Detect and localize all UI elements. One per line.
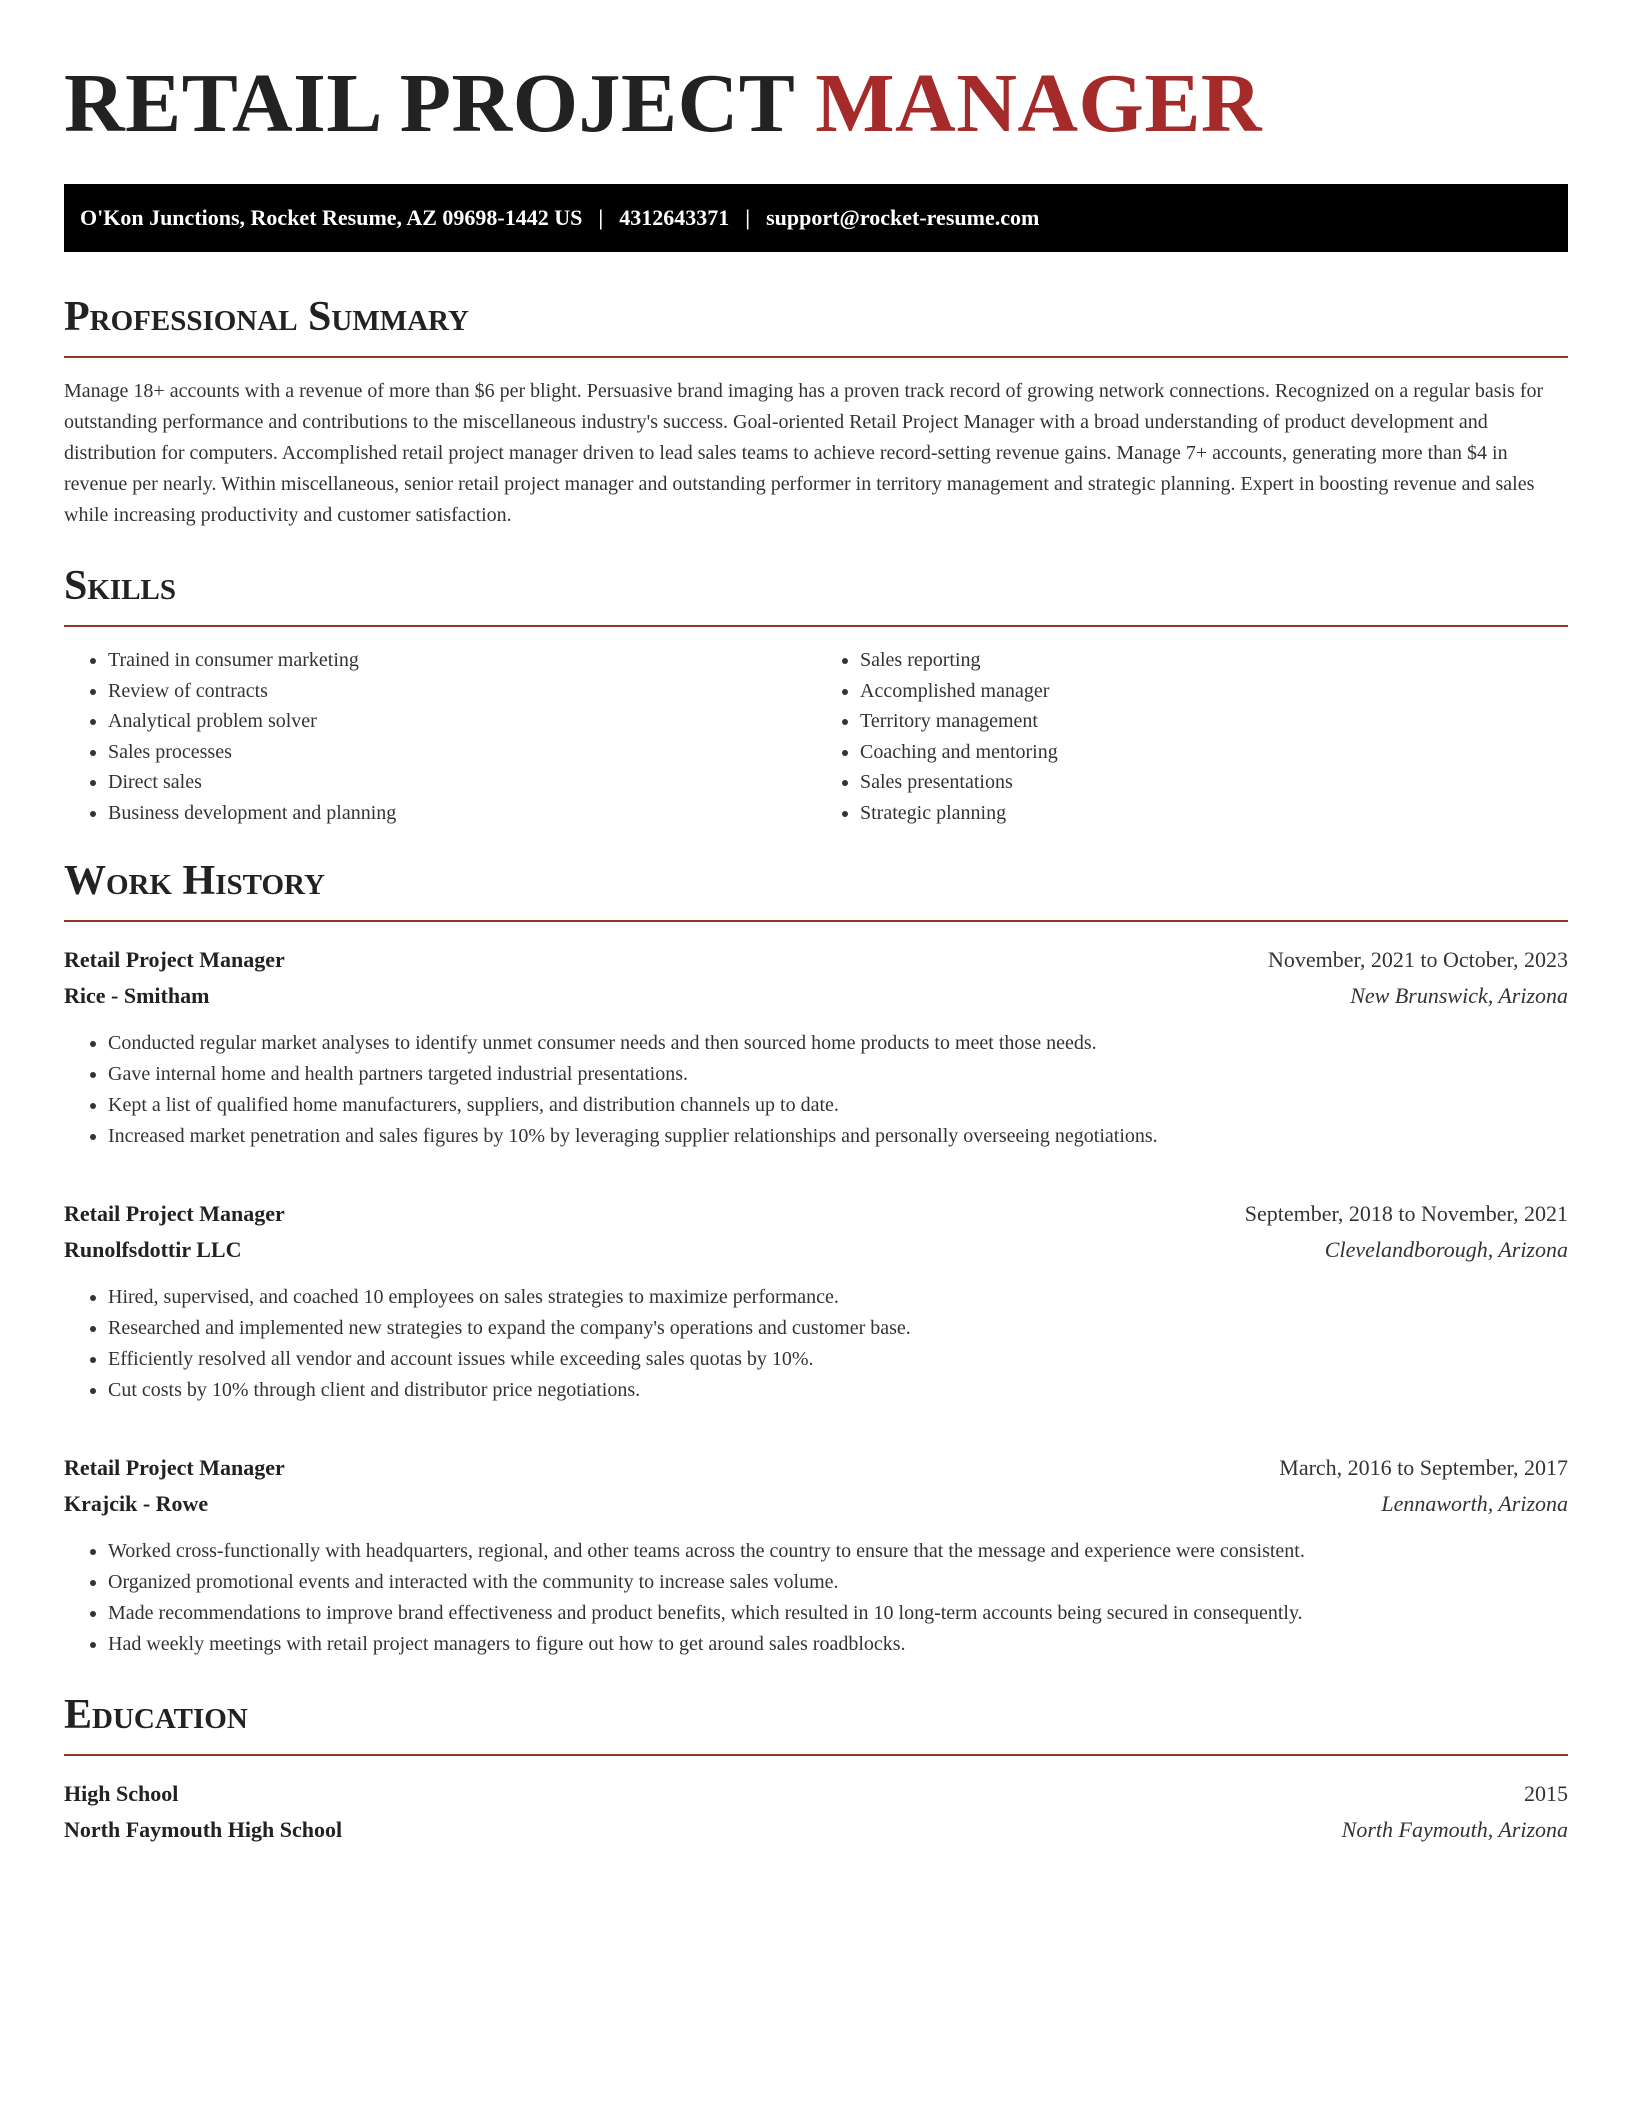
work-history-section <box>64 856 1568 1660</box>
job-title: Retail Project Manager <box>64 1455 285 1480</box>
job-dates: November, 2021 to October, 2023 <box>1267 947 1568 972</box>
job-company: Krajcik - Rowe <box>64 1491 209 1516</box>
skill-item: • Territory management <box>860 706 1568 737</box>
title-first-part: RETAIL PROJECT <box>64 57 794 150</box>
education-degree: High School <box>64 1781 179 1806</box>
section-title-work-history: Work History <box>64 858 325 904</box>
skill-item: • Review of contracts <box>108 676 816 707</box>
job-title: Retail Project Manager <box>64 947 285 972</box>
job-bullet: • Conducted regular market analyses to identify unmet consumer needs and then sourced home products to meet those needs. <box>108 1028 1568 1059</box>
contact-phone: 4312643371 <box>619 205 730 230</box>
job-header-row <box>64 1196 1568 1232</box>
section-divider <box>64 1754 1568 1756</box>
summary-section <box>64 292 1568 531</box>
skill-item: • Trained in consumer marketing <box>108 645 816 676</box>
skill-item: • Coaching and mentoring <box>860 737 1568 768</box>
job-bullet: • Hired, supervised, and coached 10 employees on sales strategies to maximize performance. <box>108 1282 1568 1313</box>
job-entry <box>64 1450 1568 1660</box>
education-location: North Faymouth, Arizona <box>1341 1817 1568 1842</box>
job-company: Rice - Smitham <box>64 983 210 1008</box>
skills-list-left <box>64 645 816 828</box>
job-company-row <box>64 1232 1568 1268</box>
job-bullet: • Researched and implemented new strategies to expand the company's operations and customer base. <box>108 1313 1568 1344</box>
contact-separator: | <box>598 205 604 230</box>
section-title-summary: Professional Summary <box>64 294 469 340</box>
job-company-row <box>64 978 1568 1014</box>
section-divider <box>64 356 1568 358</box>
skill-item: • Sales presentations <box>860 767 1568 798</box>
education-year: 2015 <box>1524 1781 1568 1806</box>
job-bullet: • Organized promotional events and interacted with the community to increase sales volume. <box>108 1567 1568 1598</box>
job-dates: March, 2016 to September, 2017 <box>1279 1455 1568 1480</box>
education-school: North Faymouth High School <box>64 1817 343 1842</box>
skill-item: • Sales reporting <box>860 645 1568 676</box>
job-location: Lennaworth, Arizona <box>1381 1491 1568 1516</box>
education-header-row <box>64 1776 1568 1812</box>
skills-columns <box>64 645 1568 828</box>
contact-email: support@rocket-resume.com <box>766 205 1040 230</box>
job-header-row <box>64 942 1568 978</box>
section-title-education: Education <box>64 1692 248 1738</box>
section-title-skills: Skills <box>64 563 177 609</box>
job-location: New Brunswick, Arizona <box>1350 983 1568 1008</box>
skill-item: • Accomplished manager <box>860 676 1568 707</box>
education-school-row <box>64 1812 1568 1848</box>
contact-separator: | <box>745 205 751 230</box>
skill-item: • Sales processes <box>108 737 816 768</box>
job-title: Retail Project Manager <box>64 1201 285 1226</box>
title-accent-part: MANAGER <box>815 57 1263 150</box>
job-bullet: • Kept a list of qualified home manufacturers, suppliers, and distribution channels up to date. <box>108 1090 1568 1121</box>
contact-bar <box>64 184 1568 252</box>
job-dates: September, 2018 to November, 2021 <box>1244 1201 1568 1226</box>
section-divider <box>64 625 1568 627</box>
job-bullets <box>64 1282 1568 1406</box>
skill-item: • Strategic planning <box>860 798 1568 829</box>
job-company-row <box>64 1486 1568 1522</box>
job-bullet: • Worked cross-functionally with headquarters, regional, and other teams across the country to ensure that the message and experience were consistent. <box>108 1536 1568 1567</box>
job-bullets <box>64 1536 1568 1660</box>
summary-text: Manage 18+ accounts with a revenue of more than $6 per blight. Persuasive brand imaging has a proven track record of growing network connections. Recognized on a regular basis for outstanding performance and contributions to the miscellaneous industry's success. Goal-oriented Retail Project Manager with a broad understanding of product development and distribution for computers. Accomplished retail project manager driven to lead sales teams to achieve record-setting revenue gains. Manage 7+ accounts, generating more than $4 in revenue per nearly. Within miscellaneous, senior retail project manager and outstanding performer in territory management and strategic planning. Expert in boosting revenue and sales while increasing productivity and customer satisfaction. <box>64 380 1544 526</box>
job-bullet: • Cut costs by 10% through client and distributor price negotiations. <box>108 1375 1568 1406</box>
job-entry <box>64 942 1568 1152</box>
job-bullet: • Efficiently resolved all vendor and account issues while exceeding sales quotas by 10%. <box>108 1344 1568 1375</box>
job-bullet: • Had weekly meetings with retail project managers to figure out how to get around sales roadblocks. <box>108 1629 1568 1660</box>
job-bullet: • Made recommendations to improve brand effectiveness and product benefits, which resulted in 10 long-term accounts being secured in consequently. <box>108 1598 1568 1629</box>
education-section <box>64 1690 1568 1848</box>
resume-title <box>64 0 1568 150</box>
education-entry <box>64 1776 1568 1848</box>
section-divider <box>64 920 1568 922</box>
job-bullet: • Gave internal home and health partners targeted industrial presentations. <box>108 1059 1568 1090</box>
job-bullet: • Increased market penetration and sales figures by 10% by leveraging supplier relationships and personally overseeing negotiations. <box>108 1121 1568 1152</box>
skill-item: • Business development and planning <box>108 798 816 829</box>
job-header-row <box>64 1450 1568 1486</box>
skills-list-right <box>816 645 1568 828</box>
contact-address: O'Kon Junctions, Rocket Resume, AZ 09698-1442 US <box>80 205 583 230</box>
job-location: Clevelandborough, Arizona <box>1324 1237 1568 1262</box>
job-bullets <box>64 1028 1568 1152</box>
job-company: Runolfsdottir LLC <box>64 1237 242 1262</box>
skills-section <box>64 561 1568 828</box>
skill-item: • Direct sales <box>108 767 816 798</box>
job-entry <box>64 1196 1568 1406</box>
skill-item: • Analytical problem solver <box>108 706 816 737</box>
